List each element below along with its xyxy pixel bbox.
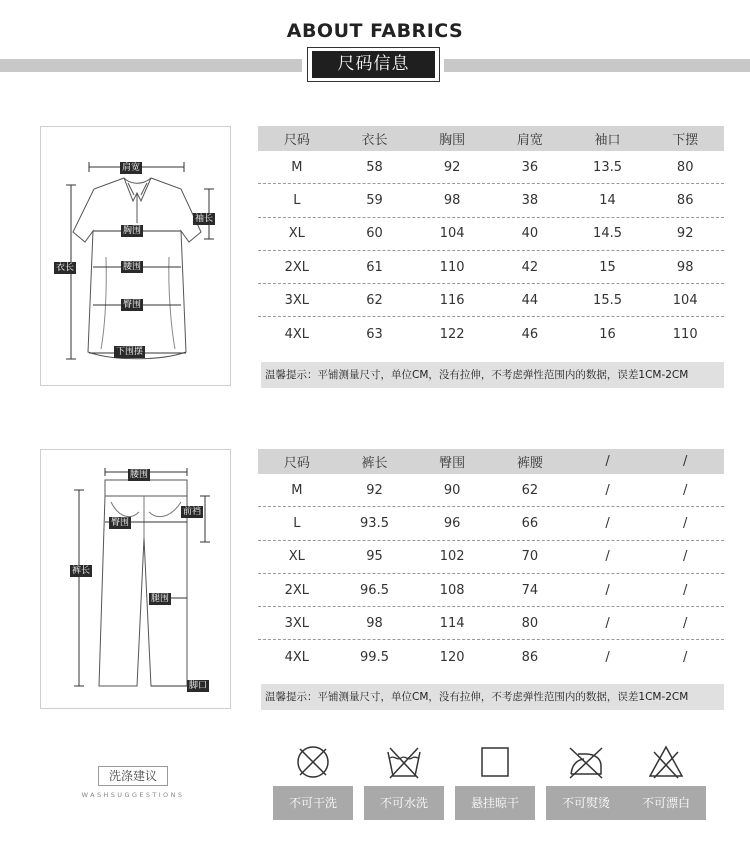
table-cell: 14 (599, 192, 616, 208)
label-pants-waist: 腰围 (130, 470, 149, 480)
care-label: 不可熨烫 (546, 786, 626, 820)
table-cell: 2XL (284, 259, 310, 275)
label-hip: 臀围 (123, 300, 142, 310)
table-row (258, 607, 724, 640)
table-cell: 114 (439, 615, 465, 631)
table-cell: 92 (443, 159, 461, 175)
table-cell: L (293, 192, 301, 208)
table-cell: 46 (521, 326, 539, 342)
no-iron-icon (566, 742, 606, 782)
no-bleach-icon (646, 742, 686, 782)
table-cell: 4XL (284, 326, 310, 342)
table-cell: 44 (521, 292, 539, 308)
care-item-no-dry-clean (273, 742, 353, 810)
table-cell: 116 (439, 292, 465, 308)
table-cell: / (605, 582, 610, 598)
bottom-size-table (258, 449, 724, 674)
table-cell: 120 (439, 649, 465, 665)
header-cell: 臀围 (439, 456, 466, 471)
table-cell: 4XL (284, 649, 310, 665)
section-title: 尺码信息 (312, 51, 435, 78)
table-cell: 90 (443, 482, 461, 498)
top-measure-note: 温馨提示：平铺测量尺寸，单位CM，没有拉伸，不考虑弹性范围内的数据，误差1CM-2CM (261, 362, 724, 388)
table-cell: 66 (521, 515, 539, 531)
label-sleeve: 袖长 (195, 214, 214, 224)
page-title: ABOUT FABRICS (286, 20, 464, 42)
table-cell: 74 (521, 582, 539, 598)
table-cell: 86 (521, 649, 539, 665)
care-label: 不可水洗 (364, 786, 444, 820)
section-title-frame (307, 47, 440, 82)
care-item-no-bleach (626, 742, 706, 810)
label-pants-length: 裤长 (72, 566, 91, 576)
no-dry-clean-icon (293, 742, 333, 782)
label-length: 衣长 (56, 263, 75, 273)
table-cell: M (291, 159, 303, 175)
table-cell: 15 (599, 259, 616, 275)
label-cuff: 脚口 (189, 681, 208, 691)
table-cell: 58 (366, 159, 383, 175)
table-cell: 62 (366, 292, 383, 308)
header-cell: 衣长 (361, 133, 388, 148)
table-cell: / (605, 515, 610, 531)
table-cell: 59 (366, 192, 383, 208)
table-cell: 60 (366, 226, 383, 242)
table-cell: 96 (443, 515, 461, 531)
header-cell: 尺码 (283, 133, 310, 148)
table-cell: M (291, 482, 303, 498)
header-cell: 下摆 (672, 133, 699, 148)
table-row (258, 151, 724, 184)
table-cell: 38 (521, 192, 539, 208)
table-cell: 86 (676, 192, 694, 208)
label-chest: 胸围 (123, 226, 142, 236)
table-cell: 13.5 (593, 159, 622, 175)
table-cell: / (605, 615, 610, 631)
hang-dry-icon (475, 742, 515, 782)
care-label: 不可干洗 (273, 786, 353, 820)
care-item-no-wash (364, 742, 444, 810)
table-cell: 14.5 (593, 226, 622, 242)
wash-subtitle: WASHSUGGESTIONS (81, 791, 185, 799)
table-cell: / (605, 482, 610, 498)
header-cell: 袖口 (594, 133, 621, 148)
table-cell: 92 (676, 226, 694, 242)
care-item-hang-dry (455, 742, 535, 810)
table-cell: 36 (521, 159, 539, 175)
table-row (258, 640, 724, 673)
table-cell: 122 (439, 326, 465, 342)
table-cell: XL (288, 226, 305, 242)
header-bar-right (444, 59, 750, 72)
table-cell: 96.5 (360, 582, 389, 598)
header-cell: 裤长 (361, 456, 388, 471)
pants-illustration-icon (41, 450, 232, 710)
table-row (258, 184, 724, 217)
header-cell: 尺码 (283, 456, 310, 471)
table-cell: 63 (366, 326, 383, 342)
table-row (258, 507, 724, 540)
header-cell: / (605, 454, 610, 469)
table-cell: / (683, 615, 688, 631)
table-cell: 98 (676, 259, 694, 275)
table-row (258, 474, 724, 507)
table-row (258, 317, 724, 350)
top-garment-diagram (40, 126, 231, 386)
header-bar-left (0, 59, 302, 72)
table-cell: 98 (366, 615, 383, 631)
care-label: 不可漂白 (626, 786, 706, 820)
table-cell: 80 (676, 159, 694, 175)
table-cell: 70 (521, 549, 539, 565)
table-cell: 110 (439, 259, 465, 275)
table-cell: 93.5 (360, 515, 389, 531)
top-size-table (258, 126, 724, 351)
header-cell: 肩宽 (516, 133, 543, 148)
table-cell: 104 (439, 226, 465, 242)
no-wash-icon (384, 742, 424, 782)
bottom-measure-note: 温馨提示：平铺测量尺寸，单位CM，没有拉伸，不考虑弹性范围内的数据，误差1CM-2CM (261, 684, 724, 710)
table-cell: / (683, 582, 688, 598)
table-cell: L (293, 515, 301, 531)
care-item-no-iron (546, 742, 626, 810)
table-row (258, 574, 724, 607)
table-cell: 80 (521, 615, 539, 631)
table-cell: / (683, 649, 688, 665)
table-cell: / (683, 515, 688, 531)
table-row (258, 284, 724, 317)
table-cell: 42 (521, 259, 539, 275)
table-cell: 110 (672, 326, 698, 342)
table-cell: 2XL (284, 582, 310, 598)
table-cell: 99.5 (360, 649, 389, 665)
table-cell: 62 (521, 482, 539, 498)
table-header-row (258, 126, 724, 151)
table-cell: 16 (599, 326, 616, 342)
label-shoulder: 肩宽 (122, 163, 141, 173)
table-cell: 108 (439, 582, 465, 598)
table-cell: 3XL (284, 292, 310, 308)
label-hem: 下围摆 (116, 347, 144, 357)
table-cell: 95 (366, 549, 383, 565)
table-cell: 92 (366, 482, 383, 498)
header-cell: 胸围 (439, 133, 466, 148)
table-cell: 98 (443, 192, 461, 208)
table-cell: 102 (439, 549, 465, 565)
table-cell: 15.5 (593, 292, 622, 308)
table-row (258, 218, 724, 251)
care-label: 悬挂晾干 (455, 786, 535, 820)
table-cell: 104 (672, 292, 698, 308)
table-row (258, 251, 724, 284)
table-cell: / (683, 482, 688, 498)
label-pants-hip: 臀围 (111, 518, 130, 528)
label-thigh: 腿围 (151, 594, 170, 604)
table-row (258, 541, 724, 574)
header-cell: / (683, 454, 688, 469)
table-cell: / (605, 549, 610, 565)
wash-title: 洗涤建议 (98, 766, 168, 786)
table-header-row (258, 449, 724, 474)
bottom-garment-diagram (40, 449, 231, 709)
header-cell: 裤腰 (516, 456, 543, 471)
table-cell: XL (288, 549, 305, 565)
table-cell: 40 (521, 226, 539, 242)
label-rise: 前裆 (183, 507, 202, 517)
table-cell: 3XL (284, 615, 310, 631)
table-cell: / (605, 649, 610, 665)
label-waist: 腰围 (123, 262, 142, 272)
table-cell: / (683, 549, 688, 565)
table-cell: 61 (366, 259, 383, 275)
